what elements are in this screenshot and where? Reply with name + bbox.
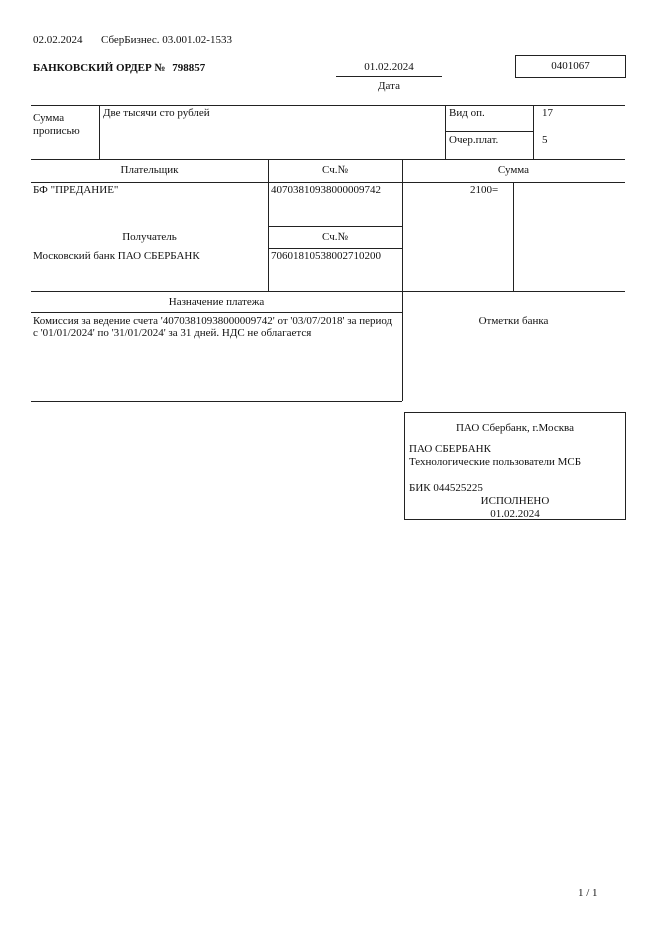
stamp-users: Технологические пользователи МСБ bbox=[409, 456, 582, 468]
order-title-label: БАНКОВСКИЙ ОРДЕР № bbox=[33, 62, 166, 74]
recipient-account: 70601810538002710200 bbox=[271, 250, 381, 262]
page-number: 1 / 1 bbox=[578, 887, 598, 899]
vid-op-label: Вид оп. bbox=[449, 107, 485, 119]
sum-header: Сумма bbox=[497, 164, 530, 176]
date-label: Дата bbox=[378, 80, 400, 92]
stamp-date: 01.02.2024 bbox=[490, 508, 540, 520]
bank-stamp bbox=[404, 412, 626, 520]
amount-words: Две тысячи сто рублей bbox=[103, 107, 210, 119]
purpose-header: Назначение платежа bbox=[168, 296, 265, 308]
order-date: 01.02.2024 bbox=[364, 61, 414, 73]
print-date: 02.02.2024 bbox=[33, 34, 83, 46]
ocher-plat-label: Очер.плат. bbox=[449, 134, 499, 146]
stamp-status: ИСПОЛНЕНО bbox=[480, 495, 550, 507]
payer-name: БФ "ПРЕДАНИЕ" bbox=[33, 184, 119, 196]
system-version: СберБизнес. 03.001.02-1533 bbox=[101, 34, 232, 46]
amount-value: 2100= bbox=[470, 184, 499, 196]
recipient-account-header: Сч.№ bbox=[322, 231, 348, 243]
stamp-bank: ПАО Сбербанк, г.Москва bbox=[455, 422, 574, 434]
payer-header: Плательщик bbox=[120, 164, 179, 176]
ocher-plat-value: 5 bbox=[542, 134, 548, 146]
order-title bbox=[33, 62, 205, 74]
stamp-bik: БИК 044525225 bbox=[409, 482, 483, 494]
purpose-line-1: Комиссия за ведение счета '40703810938000009742' от '03/07/2018' за период bbox=[33, 315, 393, 327]
vid-op-value: 17 bbox=[542, 107, 553, 119]
payer-account: 40703810938000009742 bbox=[271, 184, 381, 196]
recipient-name: Московский банк ПАО СБЕРБАНК bbox=[33, 250, 200, 262]
amount-words-label: Сумма прописью bbox=[33, 112, 80, 137]
purpose-line-2: с '01/01/2024' по '31/01/2024' за 31 дней. НДС не облагается bbox=[33, 327, 312, 339]
bank-marks-header: Отметки банка bbox=[478, 315, 549, 327]
recipient-header: Получатель bbox=[122, 231, 177, 243]
order-number: 798857 bbox=[172, 62, 206, 74]
form-code: 0401067 bbox=[515, 55, 626, 78]
stamp-org: ПАО СБЕРБАНК bbox=[409, 443, 491, 455]
payer-account-header: Сч.№ bbox=[322, 164, 348, 176]
